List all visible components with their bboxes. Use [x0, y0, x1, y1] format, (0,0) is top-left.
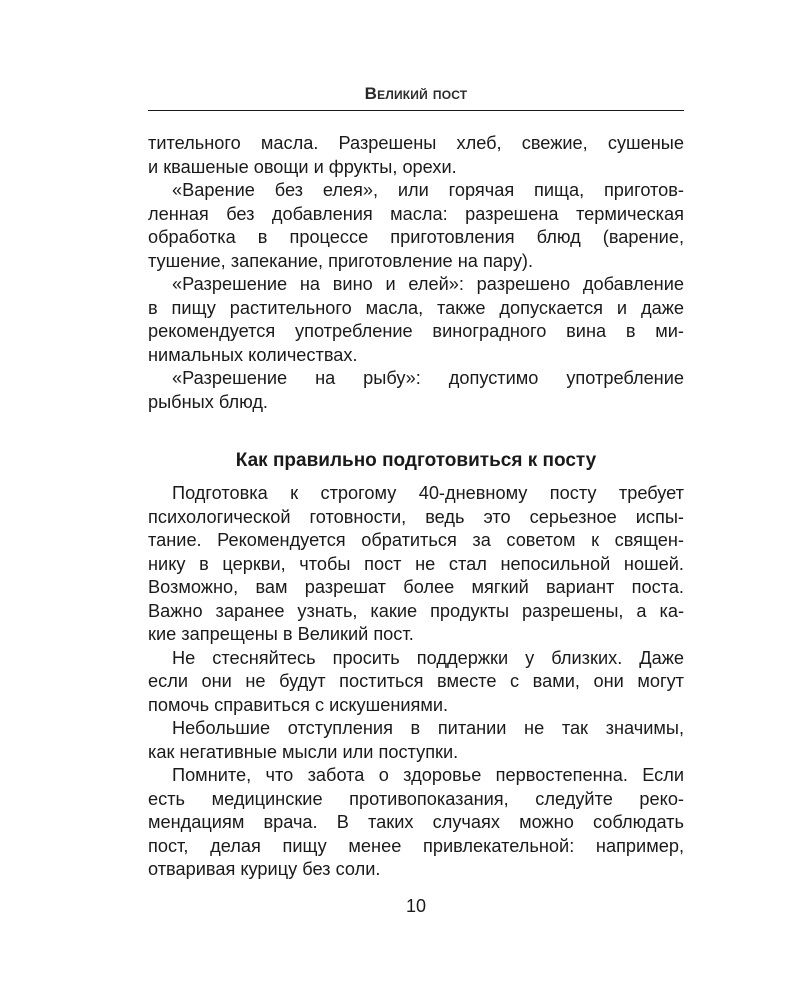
- body-text: [148, 132, 684, 882]
- text-line: ленная без добавления масла: разрешена термическая: [148, 203, 684, 224]
- text-line: Небольшие отступления в питании не так значимы,: [172, 718, 684, 738]
- text-line: Важно заранее узнать, какие продукты разрешены, а ка-: [148, 600, 684, 621]
- header-rule: [148, 110, 684, 111]
- book-page: [148, 0, 684, 1000]
- text-line: как негативные мысли или поступки.: [148, 741, 459, 762]
- text-line: пост, делая пищу менее привлекательной: например,: [148, 835, 684, 856]
- text-line: «Разрешение на рыбу»: допустимо употребление: [172, 368, 684, 388]
- text-line: Не стесняйтесь просить поддержки у близких. Даже: [172, 647, 684, 668]
- text-line: тушение, запекание, приготовление на пару).: [148, 250, 534, 271]
- text-line: кие запрещены в Великий пост.: [148, 624, 414, 644]
- text-line: нику в церкви, чтобы пост не стал непосильной ношей.: [148, 553, 684, 574]
- text-line: в пищу растительного масла, также допускается и даже: [148, 297, 684, 318]
- section-heading: Как правильно подготовиться к посту: [235, 450, 597, 471]
- text-line: тительного масла. Разрешены хлеб, свежие, сушеные: [148, 133, 684, 153]
- text-line: Подготовка к строгому 40-дневному посту требует: [172, 483, 684, 503]
- text-line: тание. Рекомендуется обратиться за советом к священ-: [148, 530, 684, 550]
- text-line: «Варение без елея», или горячая пища, приготов-: [172, 180, 684, 200]
- text-line: «Разрешение на вино и елей»: разрешено добавление: [172, 274, 684, 294]
- text-line: мендациям врача. В таких случаях можно соблюдать: [148, 812, 684, 832]
- text-line: рыбных блюд.: [148, 391, 268, 412]
- text-line: помочь справиться с искушениями.: [148, 694, 449, 715]
- text-line: и квашеные овощи и фрукты, орехи.: [148, 156, 457, 177]
- text-line: нимальных количествах.: [148, 344, 358, 365]
- text-line: если они не будут поститься вместе с вами, они могут: [148, 671, 684, 691]
- text-line: Помните, что забота о здоровье первостепенна. Если: [172, 765, 684, 785]
- running-head: Великий пост: [364, 84, 468, 103]
- page-number: 10: [405, 896, 427, 916]
- text-line: есть медицинские противопоказания, следуйте реко-: [148, 788, 684, 809]
- text-line: Возможно, вам разрешат более мягкий вариант поста.: [148, 577, 684, 597]
- text-line: отваривая курицу без соли.: [148, 859, 381, 879]
- text-line: психологической готовности, ведь это серьезное испы-: [148, 506, 684, 527]
- text-line: обработка в процессе приготовления блюд (варение,: [148, 227, 684, 247]
- text-line: рекомендуется употребление виноградного вина в ми-: [148, 321, 684, 341]
